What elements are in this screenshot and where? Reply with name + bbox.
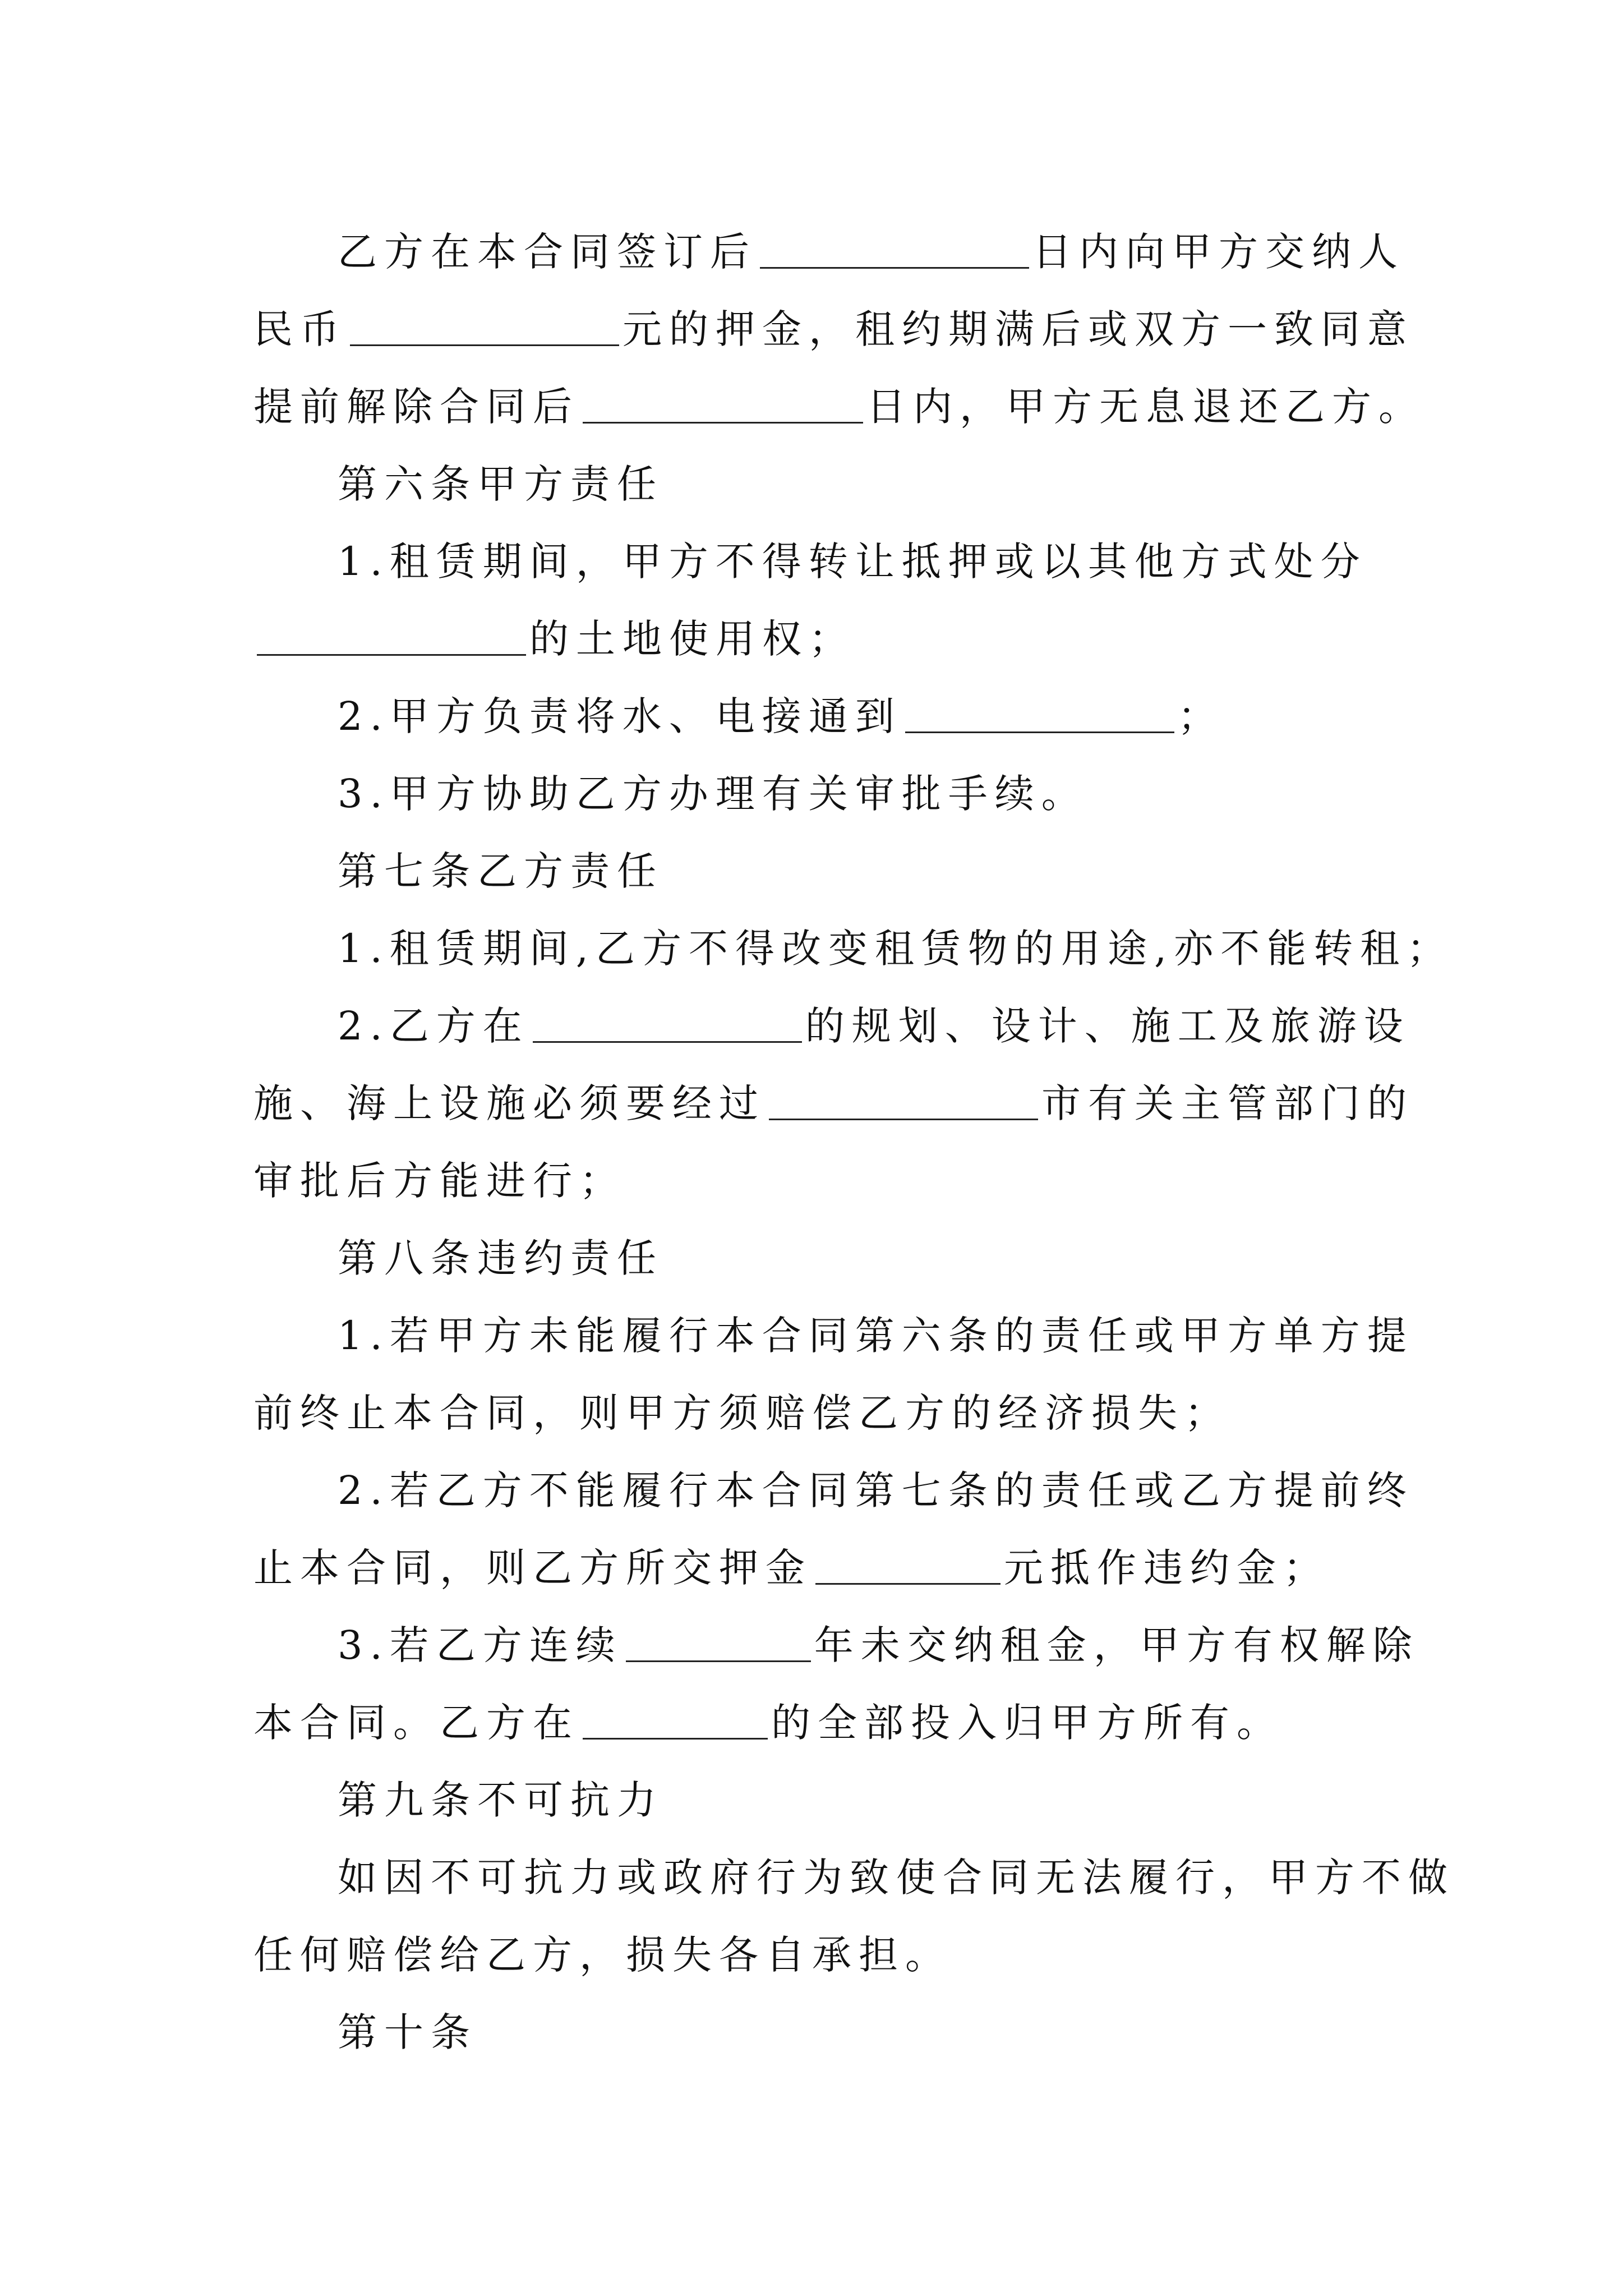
fill-blank bbox=[905, 698, 1174, 733]
text: 元抵作违约金； bbox=[1004, 1545, 1330, 1591]
article-10-title: 第十条 bbox=[338, 2009, 477, 2055]
fill-blank bbox=[815, 1549, 1000, 1585]
text: 市有关主管部门的 bbox=[1041, 1080, 1414, 1126]
text: 提前解除合同后 bbox=[253, 384, 579, 430]
fill-blank bbox=[583, 388, 863, 424]
contract-text bbox=[253, 213, 1455, 2071]
article-6-title: 第六条甲方责任 bbox=[338, 461, 663, 507]
text: 施、海上设施必须要经过 bbox=[253, 1080, 766, 1126]
deposit-paragraph-line-1 bbox=[253, 213, 1405, 291]
text: 的土地使用权； bbox=[529, 616, 855, 662]
text: 3.若乙方连续 bbox=[338, 1622, 623, 1668]
article-8-item-2-line-2 bbox=[253, 1529, 1381, 1607]
text: 本合同。乙方在 bbox=[253, 1700, 579, 1746]
fill-blank bbox=[760, 233, 1029, 269]
article-8-title: 第八条违约责任 bbox=[338, 1235, 663, 1281]
text: 2.乙方在 bbox=[338, 1003, 529, 1049]
article-8-item-1-line-1: 1.若甲方未能履行本合同第六条的责任或甲方单方提 bbox=[338, 1313, 1414, 1359]
article-6-item-3: 3.甲方协助乙方办理有关审批手续。 bbox=[338, 771, 1088, 817]
fill-blank bbox=[769, 1085, 1038, 1120]
text: 日内向甲方交纳人 bbox=[1032, 229, 1405, 275]
article-8-item-3-line-1 bbox=[253, 1607, 1419, 1684]
article-8-item-1-line-2: 前终止本合同，则甲方须赔偿乙方的经济损失； bbox=[253, 1390, 1231, 1436]
fill-blank bbox=[257, 620, 526, 656]
article-7-item-2-line-3: 审批后方能进行； bbox=[253, 1158, 626, 1204]
text: 的规划、设计、施工及旅游设 bbox=[805, 1003, 1410, 1049]
text: 2.甲方负责将水、电接通到 bbox=[338, 693, 902, 739]
article-7-item-1: 1.租赁期间,乙方不得改变租赁物的用途,亦不能转租； bbox=[338, 926, 1454, 972]
article-7-item-2-line-1 bbox=[253, 987, 1410, 1065]
deposit-paragraph-line-3 bbox=[253, 368, 1425, 445]
deposit-paragraph-line-2 bbox=[253, 291, 1414, 368]
article-6-item-1-line-1: 1.租赁期间，甲方不得转让抵押或以其他方式处分 bbox=[338, 539, 1367, 585]
fill-blank bbox=[350, 311, 619, 346]
article-9-text-line-2: 任何赔偿给乙方，损失各自承担。 bbox=[253, 1932, 952, 1978]
article-9-text-line-1: 如因不可抗力或政府行为致使合同无法履行，甲方不做 bbox=[338, 1855, 1455, 1901]
article-7-title: 第七条乙方责任 bbox=[338, 848, 663, 894]
article-8-item-3-line-2 bbox=[253, 1684, 1381, 1761]
fill-blank bbox=[626, 1627, 811, 1662]
article-8-item-2-line-1: 2.若乙方不能履行本合同第七条的责任或乙方提前终 bbox=[338, 1467, 1414, 1513]
article-7-item-2-line-2 bbox=[253, 1065, 1414, 1142]
text: 元的押金，租约期满后或双方一致同意 bbox=[623, 306, 1414, 352]
text: 的全部投入归甲方所有。 bbox=[771, 1700, 1283, 1746]
fill-blank bbox=[533, 1007, 802, 1043]
article-6-item-2 bbox=[253, 678, 1381, 755]
text: 民币 bbox=[253, 306, 347, 352]
text: 日内，甲方无息退还乙方。 bbox=[866, 384, 1425, 430]
text: 乙方在本合同签订后 bbox=[338, 229, 757, 275]
article-6-item-1-line-2 bbox=[253, 600, 1381, 678]
text: ； bbox=[1177, 693, 1224, 739]
article-9-title: 第九条不可抗力 bbox=[338, 1777, 663, 1823]
fill-blank bbox=[583, 1704, 768, 1740]
text: 止本合同，则乙方所交押金 bbox=[253, 1545, 812, 1591]
text: 年未交纳租金，甲方有权解除 bbox=[814, 1622, 1419, 1668]
